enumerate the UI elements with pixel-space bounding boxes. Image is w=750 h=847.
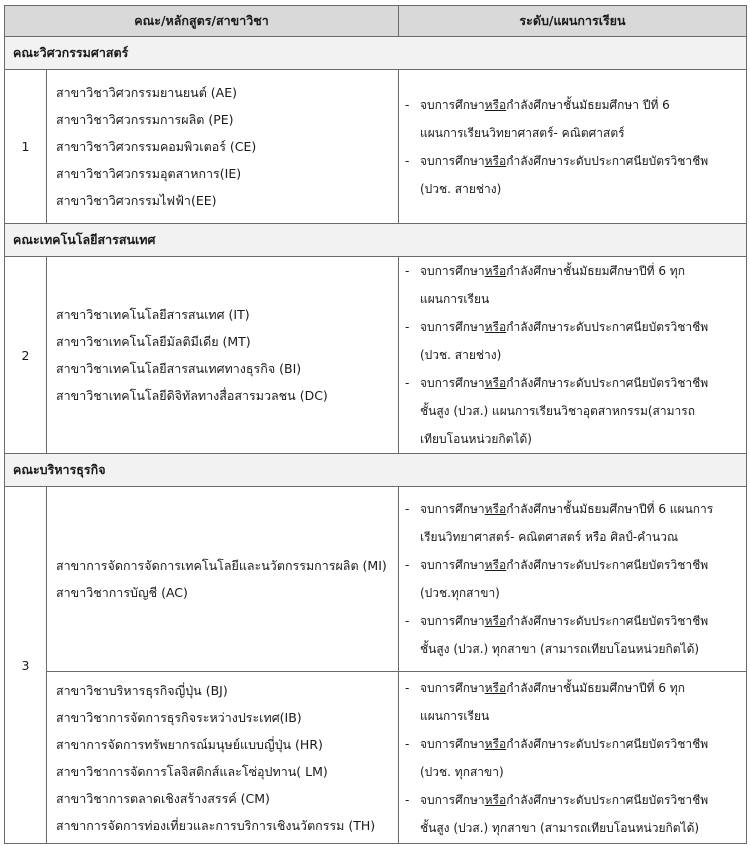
requirement-text: จบการศึกษาหรือกำลังศึกษาชั้นมัธยมศึกษาปีที่ 6 ทุก แผนการเรียน <box>420 680 685 723</box>
requirement-item <box>405 369 742 453</box>
header-row <box>5 6 747 37</box>
faculty-name: คณะวิศวกรรมศาสตร์ <box>5 37 747 70</box>
program-item: สาขาวิชาการจัดการโลจิสติกส์และโซ่อุปทาน( LM) <box>56 763 328 779</box>
program-item: สาขาวิชาเทคโนโลยีสารสนเทศ (IT) <box>56 307 250 322</box>
program-item: สาขาวิชาเทคโนโลยีมัลติมีเดีย (MT) <box>56 334 251 349</box>
requirement-text: จบการศึกษาหรือกำลังศึกษาระดับประกาศนียบัตรวิชาชีพ ชั้นสูง (ปวส.) ทุกสาขา (สามารถเทียบโอนหน่วยกิตได้) <box>420 614 709 656</box>
program-item: สาขาวิชาการตลาดเชิงสร้างสรรค์ (CM) <box>56 790 270 806</box>
requirement-item <box>405 91 742 147</box>
program-row <box>5 70 747 224</box>
bullet-dash: - <box>405 376 410 390</box>
program-row <box>5 672 747 844</box>
row-number: 1 <box>5 70 47 224</box>
program-item: สาขาวิชาวิศวกรรมไฟฟ้า(EE) <box>56 193 217 208</box>
requirement-text: จบการศึกษาหรือกำลังศึกษาชั้นมัธยมศึกษา ปีที่ 6 แผนการเรียนวิทยาศาสตร์- คณิตศาสตร์ <box>420 97 670 140</box>
program-list <box>47 70 399 224</box>
program-item: สาขาวิชาเทคโนโลยีสารสนเทศทางธุรกิจ (BI) <box>56 361 302 376</box>
requirement-text: จบการศึกษาหรือกำลังศึกษาระดับประกาศนียบัตรวิชาชีพ (ปวช. สายช่าง) <box>420 320 709 362</box>
requirement-text: จบการศึกษาหรือกำลังศึกษาชั้นมัธยมศึกษาปีที่ 6 แผนการ เรียนวิทยาศาสตร์- คณิตศาสตร์ หรือ ศิลป์-คำนวณ <box>420 502 714 544</box>
bullet-dash: - <box>405 320 410 334</box>
requirement-list <box>399 70 747 224</box>
requirement-list <box>399 257 747 454</box>
program-row <box>5 487 747 672</box>
program-item: สาขาการจัดการท่องเที่ยวและการบริการเชิงนวัตกรรม (TH) <box>56 817 376 833</box>
program-item: สาขาวิชาบริหารธุรกิจญี่ปุ่น (BJ) <box>56 682 228 698</box>
bullet-dash: - <box>405 680 410 695</box>
program-item: สาขาวิชาการจัดการธุรกิจระหว่างประเทศ(IB) <box>56 709 302 725</box>
bullet-dash: - <box>405 97 410 112</box>
bullet-dash: - <box>405 153 410 168</box>
bullet-dash: - <box>405 558 410 572</box>
requirement-text: จบการศึกษาหรือกำลังศึกษาระดับประกาศนียบัตรวิชาชีพ ชั้นสูง (ปวส.) ทุกสาขา (สามารถเทียบโอนหน่วยกิตได้) <box>420 792 709 835</box>
faculty-row <box>5 37 747 70</box>
faculty-name: คณะเทคโนโลยีสารสนเทศ <box>5 224 747 257</box>
requirement-text: จบการศึกษาหรือกำลังศึกษาระดับประกาศนียบัตรวิชาชีพ (ปวช. ทุกสาขา) <box>420 736 709 779</box>
program-item: สาขาการจัดการจัดการเทคโนโลยีและนวัตกรรมการผลิต (MI) <box>56 558 387 573</box>
program-item: สาขาวิชาวิศวกรรมการผลิต (PE) <box>56 112 234 127</box>
requirement-item <box>405 730 742 786</box>
requirement-item <box>405 607 742 663</box>
requirement-list <box>399 487 747 672</box>
requirement-item <box>405 551 742 607</box>
requirement-text: จบการศึกษาหรือกำลังศึกษาระดับประกาศนียบัตรวิชาชีพ (ปวช.ทุกสาขา) <box>420 558 709 600</box>
faculty-row <box>5 454 747 487</box>
requirement-item <box>405 674 742 730</box>
requirement-text: จบการศึกษาหรือกำลังศึกษาระดับประกาศนียบัตรวิชาชีพ ชั้นสูง (ปวส.) แผนการเรียนวิชาอุตสาหกรรม(สามารถ เทียบโอนหน่วยกิตได้) <box>420 376 709 446</box>
program-list <box>47 672 399 844</box>
program-item: สาขาวิชาวิศวกรรมคอมพิวเตอร์ (CE) <box>56 139 257 154</box>
bullet-dash: - <box>405 264 410 278</box>
header-plan: ระดับ/แผนการเรียน <box>399 6 747 37</box>
requirement-text: จบการศึกษาหรือกำลังศึกษาระดับประกาศนียบัตรวิชาชีพ (ปวช. สายช่าง) <box>420 153 709 196</box>
faculty-row <box>5 224 747 257</box>
program-row <box>5 257 747 454</box>
row-number: 2 <box>5 257 47 454</box>
program-item: สาขาวิชาการบัญชี (AC) <box>56 585 188 600</box>
bullet-dash: - <box>405 614 410 628</box>
header-program: คณะ/หลักสูตร/สาขาวิชา <box>5 6 399 37</box>
bullet-dash: - <box>405 736 410 751</box>
faculty-name: คณะบริหารธุรกิจ <box>5 454 747 487</box>
admission-table <box>4 5 747 844</box>
requirement-item <box>405 786 742 842</box>
program-item: สาขาวิชาวิศวกรรมอุตสาหการ(IE) <box>56 166 242 181</box>
requirement-item <box>405 313 742 369</box>
bullet-dash: - <box>405 502 410 516</box>
program-item: สาขาวิชาเทคโนโลยีดิจิทัลทางสื่อสารมวลชน (DC) <box>56 388 328 403</box>
requirement-item <box>405 147 742 203</box>
row-number: 3 <box>5 487 47 844</box>
program-item: สาขาการจัดการทรัพยากรณ์มนุษย์แบบญี่ปุ่น (HR) <box>56 736 323 752</box>
bullet-dash: - <box>405 792 410 807</box>
program-list <box>47 257 399 454</box>
program-item: สาขาวิชาวิศวกรรมยานยนต์ (AE) <box>56 85 237 100</box>
requirement-item <box>405 495 742 551</box>
requirement-text: จบการศึกษาหรือกำลังศึกษาชั้นมัธยมศึกษาปีที่ 6 ทุก แผนการเรียน <box>420 264 685 306</box>
requirement-list <box>399 672 747 844</box>
program-list <box>47 487 399 672</box>
requirement-item <box>405 257 742 313</box>
